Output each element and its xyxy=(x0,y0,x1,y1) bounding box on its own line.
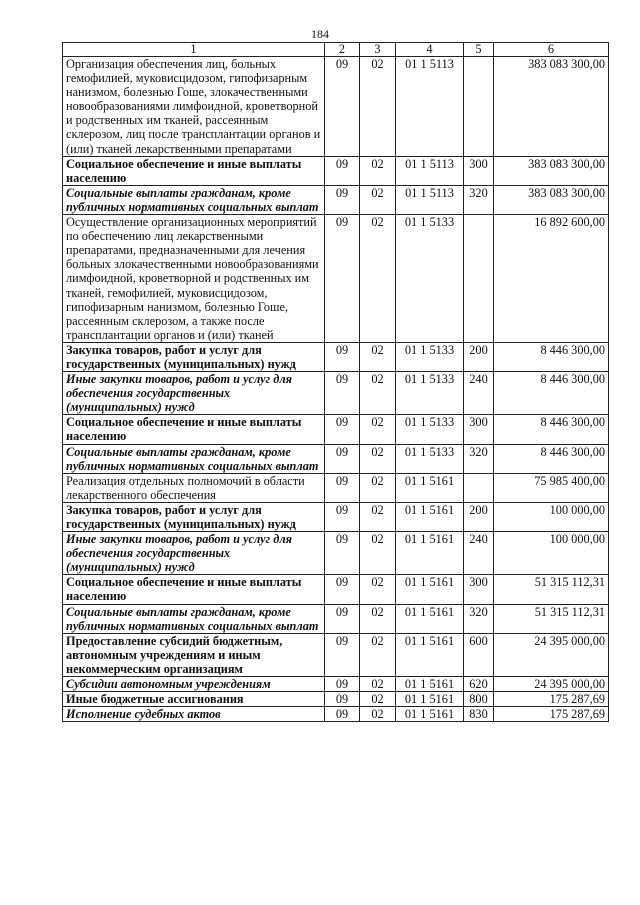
row-expense-type xyxy=(464,215,494,343)
row-subsection: 02 xyxy=(360,502,396,531)
row-section: 09 xyxy=(325,156,360,185)
row-name: Субсидии автономным учреждениям xyxy=(63,677,325,692)
row-section: 09 xyxy=(325,502,360,531)
row-amount: 24 395 000,00 xyxy=(494,633,609,676)
row-expense-type xyxy=(464,473,494,502)
row-expense-type: 300 xyxy=(464,575,494,604)
row-amount: 100 000,00 xyxy=(494,532,609,575)
column-header-6: 6 xyxy=(494,43,609,57)
row-section: 09 xyxy=(325,444,360,473)
row-target-code: 01 1 5161 xyxy=(396,575,464,604)
table-row xyxy=(63,156,609,185)
row-name: Закупка товаров, работ и услуг для государственных (муниципальных) нужд xyxy=(63,502,325,531)
row-section: 09 xyxy=(325,342,360,371)
row-amount: 16 892 600,00 xyxy=(494,215,609,343)
row-expense-type: 200 xyxy=(464,342,494,371)
row-expense-type xyxy=(464,57,494,157)
column-number-row xyxy=(63,43,609,57)
row-target-code: 01 1 5113 xyxy=(396,185,464,214)
table-row xyxy=(63,677,609,692)
table-row xyxy=(63,532,609,575)
row-expense-type: 200 xyxy=(464,502,494,531)
row-subsection: 02 xyxy=(360,692,396,707)
row-expense-type: 320 xyxy=(464,604,494,633)
row-expense-type: 830 xyxy=(464,707,494,722)
table-row xyxy=(63,707,609,722)
row-name: Социальное обеспечение и иные выплаты населению xyxy=(63,156,325,185)
row-expense-type: 300 xyxy=(464,415,494,444)
row-amount: 8 446 300,00 xyxy=(494,372,609,415)
row-subsection: 02 xyxy=(360,342,396,371)
table-row xyxy=(63,575,609,604)
row-name: Иные бюджетные ассигнования xyxy=(63,692,325,707)
row-target-code: 01 1 5133 xyxy=(396,444,464,473)
row-subsection: 02 xyxy=(360,575,396,604)
row-subsection: 02 xyxy=(360,532,396,575)
column-header-2: 2 xyxy=(325,43,360,57)
table-row xyxy=(63,372,609,415)
row-subsection: 02 xyxy=(360,707,396,722)
row-name: Социальные выплаты гражданам, кроме публичных нормативных социальных выплат xyxy=(63,444,325,473)
table-row xyxy=(63,215,609,343)
table-row xyxy=(63,604,609,633)
row-section: 09 xyxy=(325,215,360,343)
table-row xyxy=(63,57,609,157)
table-row xyxy=(63,473,609,502)
row-name: Реализация отдельных полномочий в области лекарственного обеспечения xyxy=(63,473,325,502)
row-subsection: 02 xyxy=(360,156,396,185)
row-target-code: 01 1 5161 xyxy=(396,692,464,707)
row-subsection: 02 xyxy=(360,372,396,415)
column-header-3: 3 xyxy=(360,43,396,57)
row-amount: 8 446 300,00 xyxy=(494,342,609,371)
row-target-code: 01 1 5161 xyxy=(396,633,464,676)
row-subsection: 02 xyxy=(360,57,396,157)
row-subsection: 02 xyxy=(360,604,396,633)
budget-table xyxy=(62,42,609,722)
row-amount: 24 395 000,00 xyxy=(494,677,609,692)
row-subsection: 02 xyxy=(360,633,396,676)
row-section: 09 xyxy=(325,57,360,157)
row-target-code: 01 1 5161 xyxy=(396,502,464,531)
page-number: 184 xyxy=(311,27,329,41)
row-name: Социальные выплаты гражданам, кроме публичных нормативных социальных выплат xyxy=(63,604,325,633)
row-target-code: 01 1 5161 xyxy=(396,677,464,692)
row-section: 09 xyxy=(325,185,360,214)
row-amount: 75 985 400,00 xyxy=(494,473,609,502)
row-name: Закупка товаров, работ и услуг для государственных (муниципальных) нужд xyxy=(63,342,325,371)
table-body xyxy=(63,57,609,722)
row-target-code: 01 1 5161 xyxy=(396,604,464,633)
row-section: 09 xyxy=(325,604,360,633)
row-expense-type: 600 xyxy=(464,633,494,676)
column-header-4: 4 xyxy=(396,43,464,57)
row-amount: 8 446 300,00 xyxy=(494,415,609,444)
row-amount: 175 287,69 xyxy=(494,707,609,722)
row-subsection: 02 xyxy=(360,215,396,343)
table-row xyxy=(63,415,609,444)
row-target-code: 01 1 5161 xyxy=(396,532,464,575)
row-name: Организация обеспечения лиц, больных гемофилией, муковисцидозом, гипофизарным нанизмом, болезнью Гоше, злокачественными новообразованиями лимфоидной, кроветворной и родственных им тканей, рассеянным склерозом, лиц после трансплантации органов и (или) тканей лекарственными препаратами xyxy=(63,57,325,157)
row-section: 09 xyxy=(325,707,360,722)
row-expense-type: 240 xyxy=(464,372,494,415)
row-amount: 383 083 300,00 xyxy=(494,156,609,185)
row-amount: 383 083 300,00 xyxy=(494,185,609,214)
row-amount: 8 446 300,00 xyxy=(494,444,609,473)
row-subsection: 02 xyxy=(360,677,396,692)
column-header-1: 1 xyxy=(63,43,325,57)
row-target-code: 01 1 5133 xyxy=(396,372,464,415)
row-target-code: 01 1 5161 xyxy=(396,707,464,722)
row-name: Исполнение судебных актов xyxy=(63,707,325,722)
row-section: 09 xyxy=(325,372,360,415)
row-subsection: 02 xyxy=(360,473,396,502)
row-expense-type: 320 xyxy=(464,444,494,473)
column-header-5: 5 xyxy=(464,43,494,57)
row-section: 09 xyxy=(325,677,360,692)
row-name: Осуществление организационных мероприятий по обеспечению лиц лекарственными препаратами, предназначенными для лечения больных злокачественными новообразованиями лимфоидной, кроветворной и родственных им тканей, гемофилией, муковисцидозом, гипофизарным нанизмом, болезнью Гоше, рассеянным склерозом, а также после трансплантации органов и (или) тканей xyxy=(63,215,325,343)
row-name: Социальное обеспечение и иные выплаты населению xyxy=(63,575,325,604)
row-amount: 383 083 300,00 xyxy=(494,57,609,157)
row-expense-type: 320 xyxy=(464,185,494,214)
row-section: 09 xyxy=(325,633,360,676)
row-amount: 51 315 112,31 xyxy=(494,575,609,604)
row-expense-type: 240 xyxy=(464,532,494,575)
row-amount: 51 315 112,31 xyxy=(494,604,609,633)
row-name: Иные закупки товаров, работ и услуг для обеспечения государственных (муниципальных) нужд xyxy=(63,372,325,415)
row-target-code: 01 1 5133 xyxy=(396,415,464,444)
row-subsection: 02 xyxy=(360,185,396,214)
row-name: Социальные выплаты гражданам, кроме публичных нормативных социальных выплат xyxy=(63,185,325,214)
row-amount: 175 287,69 xyxy=(494,692,609,707)
table-row xyxy=(63,633,609,676)
row-target-code: 01 1 5161 xyxy=(396,473,464,502)
row-section: 09 xyxy=(325,473,360,502)
row-expense-type: 300 xyxy=(464,156,494,185)
row-target-code: 01 1 5113 xyxy=(396,156,464,185)
table-row xyxy=(63,692,609,707)
row-subsection: 02 xyxy=(360,444,396,473)
row-name: Социальное обеспечение и иные выплаты населению xyxy=(63,415,325,444)
row-section: 09 xyxy=(325,692,360,707)
row-expense-type: 620 xyxy=(464,677,494,692)
row-target-code: 01 1 5133 xyxy=(396,215,464,343)
row-section: 09 xyxy=(325,532,360,575)
table-row xyxy=(63,185,609,214)
table-row xyxy=(63,342,609,371)
row-section: 09 xyxy=(325,575,360,604)
table-row xyxy=(63,444,609,473)
table-row xyxy=(63,502,609,531)
row-expense-type: 800 xyxy=(464,692,494,707)
row-subsection: 02 xyxy=(360,415,396,444)
row-target-code: 01 1 5133 xyxy=(396,342,464,371)
row-name: Предоставление субсидий бюджетным, автономным учреждениям и иным некоммерческим организациям xyxy=(63,633,325,676)
row-name: Иные закупки товаров, работ и услуг для обеспечения государственных (муниципальных) нужд xyxy=(63,532,325,575)
row-target-code: 01 1 5113 xyxy=(396,57,464,157)
row-section: 09 xyxy=(325,415,360,444)
row-amount: 100 000,00 xyxy=(494,502,609,531)
